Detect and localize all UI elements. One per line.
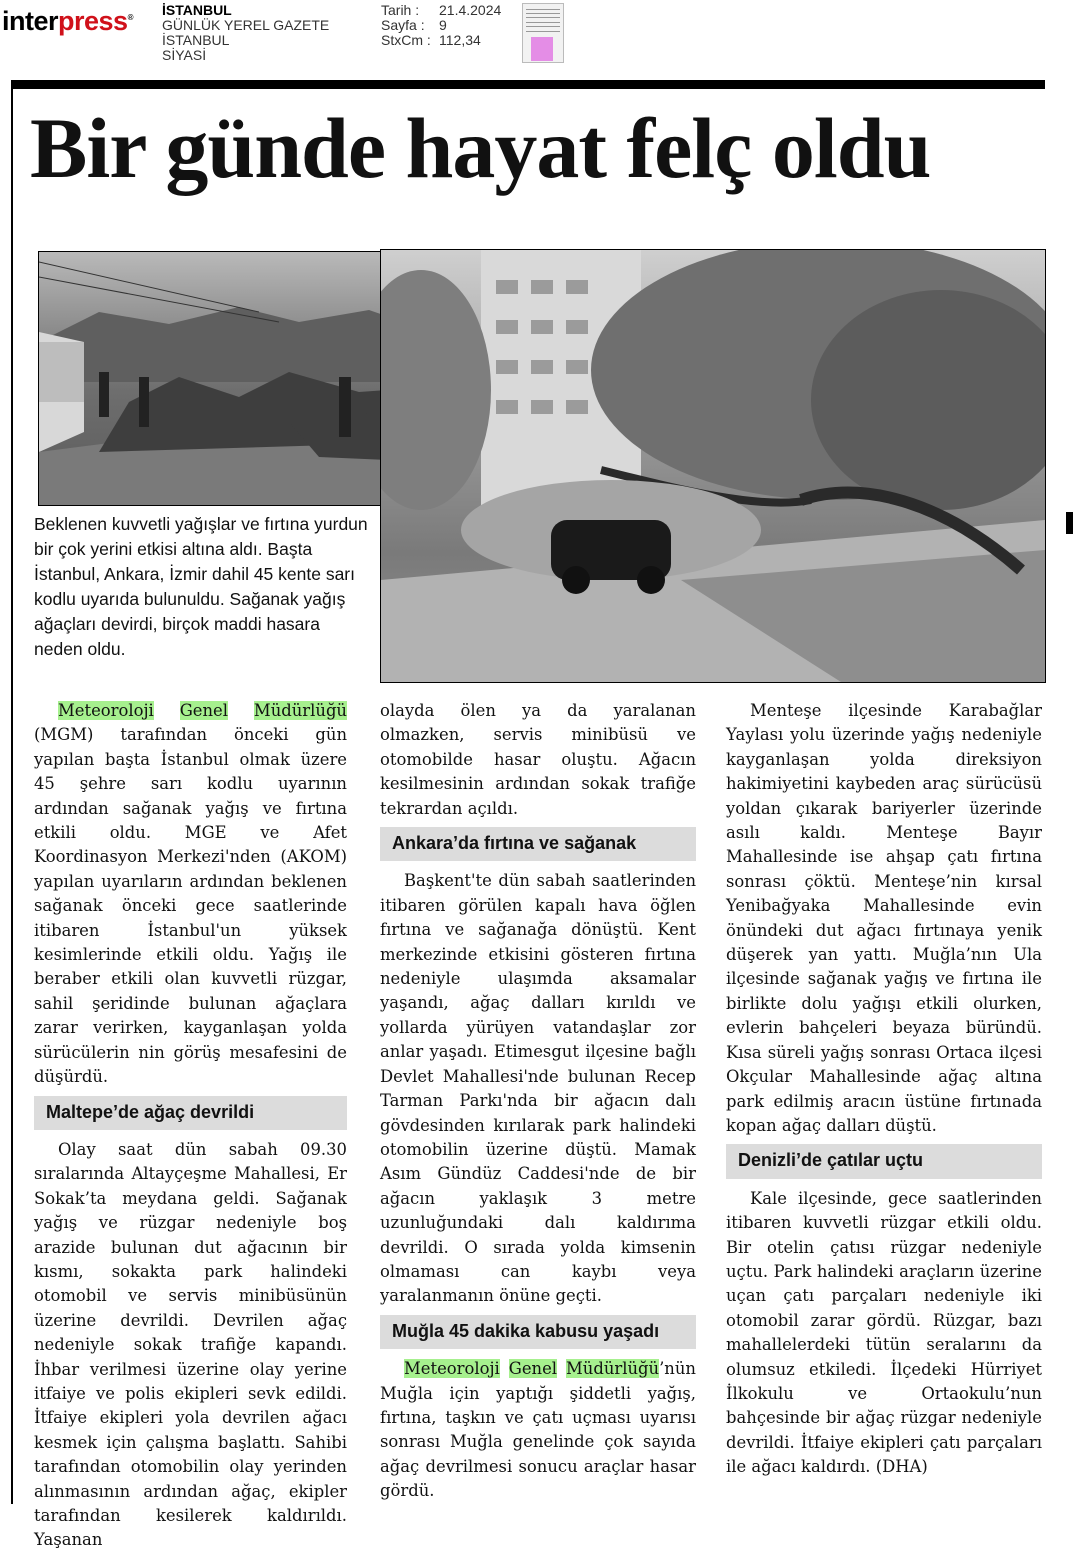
page-thumbnail[interactable] xyxy=(522,3,564,63)
fallen-tree-photo xyxy=(380,249,1046,683)
date-value: 21.4.2024 xyxy=(439,2,502,18)
publication-region: İSTANBUL xyxy=(162,32,230,48)
page-label: Sayfa : xyxy=(381,17,425,33)
paragraph: olayda ölen ya da yaralanan olmazken, servis minibüsü ve otomobilde hasar oluştu. Ağacın kesilmesinin ardından sokak trafiğe tekrardan açıldı. xyxy=(380,701,696,818)
article-column-3 xyxy=(726,699,1042,1480)
article-top-rule xyxy=(11,80,1045,89)
clipping-meta xyxy=(381,3,501,48)
page-value: 9 xyxy=(439,17,447,33)
storm-damage-image xyxy=(39,252,432,505)
paragraph: Başkent'te dün sabah saatlerinden itibaren görülen kapalı hava öğlen fırtına ve sağanağa dönüştü. Kent merkezinde etkisini gösteren fırtına nedeniyle ulaşımda aksamalar yaşandı, ağaç dalları kırıldı ve yollarda yürüyen vatandaşlar zor anlar yaşadı. Etimesgut ilçesine bağlı Devlet Mahallesi'nde bulunan Recep Tarman Parkı'nda bir ağacın dalı gövdesinden kırılarak park halindeki otomobilin üzerine düştü. Mamak Asım Gündüz Caddesi'nde de bir ağacın yaklaşık 3 metre uzunluğundaki dalı kaldırıma devrildi. O sırada yolda kimsenin olmaması can kaybı veya yaralanmanın önüne geçti. xyxy=(380,871,696,1306)
paragraph: Menteşe ilçesinde Karabağlar Yaylası yolu üzerinde yağış nedeniyle kayganlaşan yolda direksiyon hakimiyetini kaybeden araç sürücüsü yoldan çıkarak bariyerler üzerinde asılı kaldı. Menteşe Bayır Mahallesinde ise ahşap çatı fırtına sonrası çöktü. Menteşe’nin kırsal Yenibağyaka Mahallesinde evin önündeki dut ağacı fırtınaya yenik düşerek yan yattı. Muğla’nın Ula ilçesinde sağanak yağış ve fırtına ile birlikte dolu yağışı etkili olurken, evlerin bahçeleri beyaza büründü. Kısa süreli yağış sonrası Ortaca ilçesi Okçular Mahallesinde ağaç altına park edilmiş aracın üstüne fırtınada kopan ağaç dalları düştü. xyxy=(726,701,1042,1135)
highlighted-term: Müdürlüğü xyxy=(253,701,347,720)
publication-type: GÜNLÜK YEREL GAZETE xyxy=(162,17,330,33)
highlighted-term: Meteoroloji xyxy=(404,1359,500,1379)
highlighted-term: Müdürlüğü xyxy=(566,1359,660,1379)
highlighted-term: Genel xyxy=(179,701,228,720)
fallen-tree-image xyxy=(381,250,1045,682)
paragraph: Kale ilçesinde, gece saatlerinden itibaren kuvvetli rüzgar etkili oldu. Bir otelin çatısı rüzgar nedeniyle uçtu. Park halindeki araçların üzerine uçan çatı parçaları nedeniyle iki otomobil zarar gördü. Rüzgar, bazı mahallelerdeki tütün seralarını da olumsuz etkiledi. İlçedeki Hürriyet İlkokulu ve Ortaokulu’nun bahçesinde bir ağaç rüzgar nedeniyle devrildi. İtfaiye ekipleri çatı parçaları ile ağacı kaldırdı. (DHA) xyxy=(726,1188,1042,1477)
date-label: Tarih : xyxy=(381,2,420,18)
storm-damage-photo xyxy=(38,251,433,506)
publication-city: İSTANBUL xyxy=(162,2,232,18)
publication-category: SİYASİ xyxy=(162,47,207,63)
subheading: Maltepe’de ağaç devrildi xyxy=(34,1096,347,1130)
article-column-2 xyxy=(380,699,696,1504)
highlighted-term: Genel xyxy=(508,1359,558,1379)
publication-info xyxy=(162,3,329,63)
highlighted-term: Meteoroloji xyxy=(58,701,154,720)
stxcm-value: 112,34 xyxy=(439,32,481,48)
subheading: Ankara’da fırtına ve sağanak xyxy=(380,827,696,861)
interpress-logo: interpress® xyxy=(2,6,133,36)
subheading: Denizli’de çatılar uçtu xyxy=(726,1144,1042,1178)
subheading: Muğla 45 dakika kabusu yaşadı xyxy=(380,1315,696,1349)
page-edge-marker xyxy=(1066,512,1073,534)
stxcm-label: StxCm : xyxy=(381,32,431,48)
paragraph: Meteoroloji Genel Müdürlüğü’nün Muğla için yaptığı şiddetli yağış, fırtına, taşkın ve çatı uçması uyarısı sonrası Muğla genelinde çok sayıda ağaç devrilmesi sonucu araçlar hasar gördü. xyxy=(380,1359,696,1501)
headline: Bir günde hayat felç oldu xyxy=(30,100,931,196)
photo-caption: Beklenen kuvvetli yağışlar ve fırtına yurdun bir çok yerini etkisi altına aldı. Başta İstanbul, Ankara, İzmir dahil 45 kente sarı kodlu uyarıda bulunuldu. Sağanak yağış ağaçları devirdi, birçok maddi hasara neden oldu. xyxy=(34,514,368,659)
clipping-header xyxy=(0,0,1073,70)
paragraph: Olay saat dün sabah 09.30 sıralarında Altayçeşme Mahallesi, Er Sokak’ta meydana geldi. Sağanak yağış ve rüzgar nedeniyle boş arazide bulunan dut ağacının bir kısmı, sokakta park halindeki otomobil ve servis minibüsünün üzerine devrildi. Devrilen ağaç nedeniyle sokak trafiğe kapandı. İhbar verilmesi üzerine olay yerine itfaiye ve polis ekipleri sevk edildi. İtfaiye ekipleri yola devrilen ağacı kesmek için çalışma başlattı. Sahibi tarafından otomobilin olay yerinden alınmasının ardından ağaç, ekipler tarafından kesilerek kaldırıldı. Yaşanan xyxy=(34,1139,347,1550)
article-column-1 xyxy=(34,699,347,1553)
paragraph: Meteoroloji Genel Müdürlüğü (MGM) tarafından önceki gün yapılan başta İstanbul olmak üzere 45 şehre sarı kodlu uyarının ardından sağanak yağış ve fırtına etkili oldu. MGE ve Afet Koordinasyon Merkezi'nden (AKOM) yapılan uyarıların ardından beklenen sağanak önceki gece saatlerinde itibaren İstanbul'un yüksek kesimlerinde etkili oldu. Yağış ile beraber etkili olan kuvvetli rüzgar, sahil şeridinde bulunan ağaçlara zarar verirken, kayganlaşan yolda sürücülerin nin görüş mesafesini de düşürdü. xyxy=(34,701,347,1087)
